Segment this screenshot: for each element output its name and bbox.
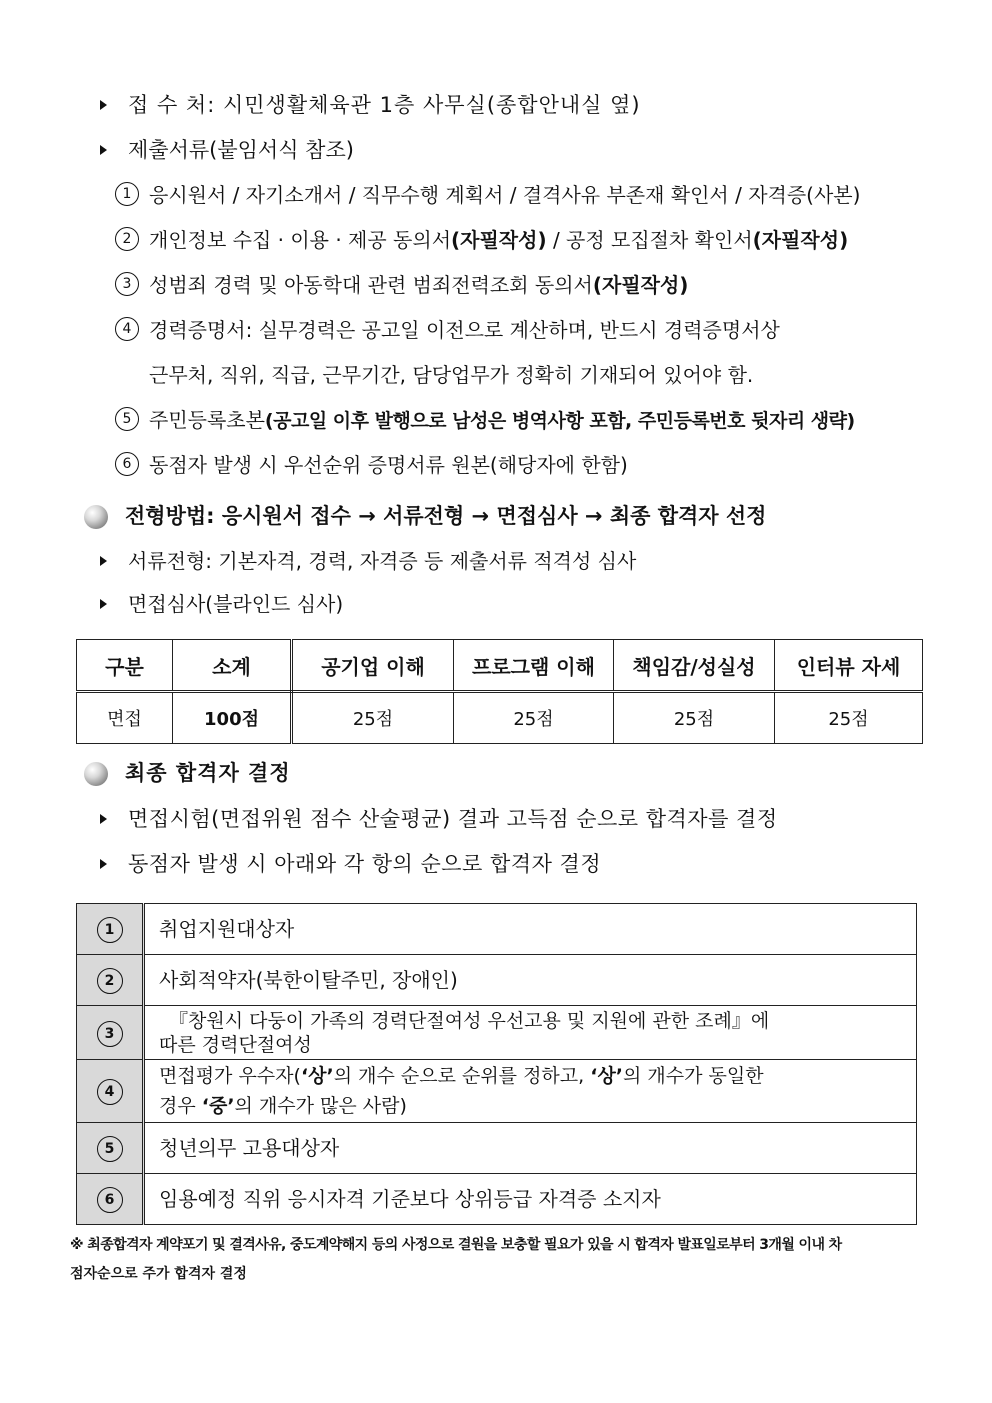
bullet-text: 제출서류(붙임서식 참조) bbox=[128, 138, 354, 162]
table-cell: 25점 bbox=[614, 692, 775, 744]
circled-number: 5 bbox=[115, 407, 139, 431]
footnote-line: 점자순으로 주가 합격자 결정 bbox=[70, 1266, 247, 1282]
resident-note: (공고일 이후 발행으로 남성은 병역사항 포함, 주민등록번호 뒷자리 생략) bbox=[264, 410, 855, 432]
priority-number-cell bbox=[77, 1060, 144, 1123]
priority-text-line: 따른 경력단절여성 bbox=[159, 1033, 312, 1056]
table-header-cell: 인터뷰 자세 bbox=[775, 640, 923, 692]
priority-text-part: 의 개수가 많은 사람) bbox=[234, 1095, 407, 1117]
document-text: 성범죄 경력 및 아동학대 관련 범죄전력조회 동의서 bbox=[149, 273, 593, 297]
grade-label: ‘중’ bbox=[201, 1095, 235, 1117]
triangle-bullet-icon bbox=[100, 145, 107, 155]
interview-score-table bbox=[76, 639, 923, 744]
priority-number-cell bbox=[77, 955, 144, 1006]
circled-number: 3 bbox=[97, 1021, 123, 1047]
document-text: 주민등록초본 bbox=[149, 408, 265, 432]
priority-text: 취업지원대상자 bbox=[144, 904, 917, 955]
table-header-cell: 소계 bbox=[173, 640, 292, 692]
priority-text: 청년의무 고용대상자 bbox=[144, 1123, 917, 1174]
triangle-bullet-icon bbox=[100, 599, 107, 609]
table-row bbox=[77, 1060, 917, 1123]
handwritten-note: (자필작성) bbox=[592, 273, 689, 297]
bullet-text: 면접심사(블라인드 심사) bbox=[128, 592, 344, 616]
sphere-bullet-icon bbox=[84, 505, 108, 529]
circled-number: 4 bbox=[115, 317, 139, 341]
table-cell: 면접 bbox=[77, 692, 173, 744]
handwritten-note: (자필작성) bbox=[451, 228, 547, 252]
table-cell: 25점 bbox=[775, 692, 923, 744]
priority-text-line: 『창원시 다둥이 가족의 경력단절여성 우선고용 및 지원에 관한 조례』에 bbox=[169, 1009, 770, 1032]
table-row bbox=[77, 1006, 917, 1060]
document-item-4-cont bbox=[149, 360, 753, 390]
priority-number-cell bbox=[77, 904, 144, 955]
priority-text-part: 의 개수 순으로 순위를 정하고, bbox=[333, 1065, 591, 1087]
priority-text bbox=[144, 1006, 917, 1060]
priority-text bbox=[144, 1060, 917, 1123]
triangle-bullet-icon bbox=[100, 859, 107, 869]
circled-number: 3 bbox=[115, 272, 139, 296]
section-title-final: 최종 합격자 결정 bbox=[125, 761, 291, 785]
table-header-cell: 구분 bbox=[77, 640, 173, 692]
triangle-bullet-icon bbox=[100, 556, 107, 566]
sphere-bullet-icon bbox=[84, 762, 108, 786]
document-text: 경력증명서: 실무경력은 공고일 이전으로 계산하며, 반드시 경력증명서상 bbox=[149, 318, 780, 342]
priority-number-cell bbox=[77, 1174, 144, 1225]
table-header-cell: 책임감/성실성 bbox=[614, 640, 775, 692]
table-header-cell: 공기업 이해 bbox=[292, 640, 454, 692]
grade-label: ‘상’ bbox=[300, 1065, 334, 1087]
document-text: 응시원서 / 자기소개서 / 직무수행 계획서 / 결격사유 부존재 확인서 / 자격증(사본) bbox=[149, 183, 861, 207]
document-text: / 공정 모집절차 확인서 bbox=[546, 228, 753, 252]
priority-table bbox=[76, 903, 917, 1225]
table-header-row bbox=[77, 640, 923, 692]
table-row bbox=[77, 692, 923, 744]
table-cell: 25점 bbox=[292, 692, 454, 744]
circled-number: 5 bbox=[97, 1136, 123, 1162]
circled-number: 1 bbox=[115, 182, 139, 206]
priority-text-part: 면접평가 우수자( bbox=[159, 1065, 301, 1087]
circled-number: 2 bbox=[115, 227, 139, 251]
table-row bbox=[77, 1174, 917, 1225]
bullet-text: 접 수 처: 시민생활체육관 1층 사무실(종합안내실 옆) bbox=[128, 93, 641, 117]
section-title-selection: 전형방법: 응시원서 접수 → 서류전형 → 면접심사 → 최종 합격자 선정 bbox=[125, 504, 767, 528]
table-row bbox=[77, 904, 917, 955]
circled-number: 2 bbox=[97, 968, 123, 994]
priority-number-cell bbox=[77, 1006, 144, 1060]
bullet-text: 면접시험(면접위원 점수 산술평균) 결과 고득점 순으로 합격자를 결정 bbox=[128, 807, 778, 831]
document-text: 근무처, 직위, 직급, 근무기간, 담당업무가 정확히 기재되어 있어야 함. bbox=[149, 363, 754, 387]
document-text: 개인정보 수집 · 이용 · 제공 동의서 bbox=[149, 228, 452, 252]
priority-text-part: 의 개수가 동일한 bbox=[623, 1065, 764, 1087]
priority-text-part: 경우 bbox=[159, 1095, 202, 1117]
circled-number: 1 bbox=[97, 917, 123, 943]
bullet-text: 동점자 발생 시 아래와 각 항의 순으로 합격자 결정 bbox=[128, 852, 602, 876]
bullet-text: 서류전형: 기본자격, 경력, 자격증 등 제출서류 적격성 심사 bbox=[128, 549, 637, 573]
table-cell: 100점 bbox=[173, 692, 292, 744]
circled-number: 4 bbox=[97, 1079, 123, 1105]
footnote-line: ※ 최종합격자 계약포기 및 결격사유, 중도계약해지 등의 사정으로 결원을 보충할 필요가 있을 시 합격자 발표일로부터 3개월 이내 차 bbox=[70, 1237, 842, 1253]
table-header-cell: 프로그램 이해 bbox=[454, 640, 614, 692]
document-text: 동점자 발생 시 우선순위 증명서류 원본(해당자에 한함) bbox=[149, 453, 628, 477]
priority-text: 사회적약자(북한이탈주민, 장애인) bbox=[144, 955, 917, 1006]
table-row bbox=[77, 1123, 917, 1174]
circled-number: 6 bbox=[115, 452, 139, 476]
triangle-bullet-icon bbox=[100, 100, 107, 110]
priority-text: 임용예정 직위 응시자격 기준보다 상위등급 자격증 소지자 bbox=[144, 1174, 917, 1225]
table-cell: 25점 bbox=[454, 692, 614, 744]
table-row bbox=[77, 955, 917, 1006]
triangle-bullet-icon bbox=[100, 814, 107, 824]
grade-label: ‘상’ bbox=[590, 1065, 624, 1087]
priority-number-cell bbox=[77, 1123, 144, 1174]
circled-number: 6 bbox=[97, 1187, 123, 1213]
handwritten-note: (자필작성) bbox=[752, 228, 849, 252]
